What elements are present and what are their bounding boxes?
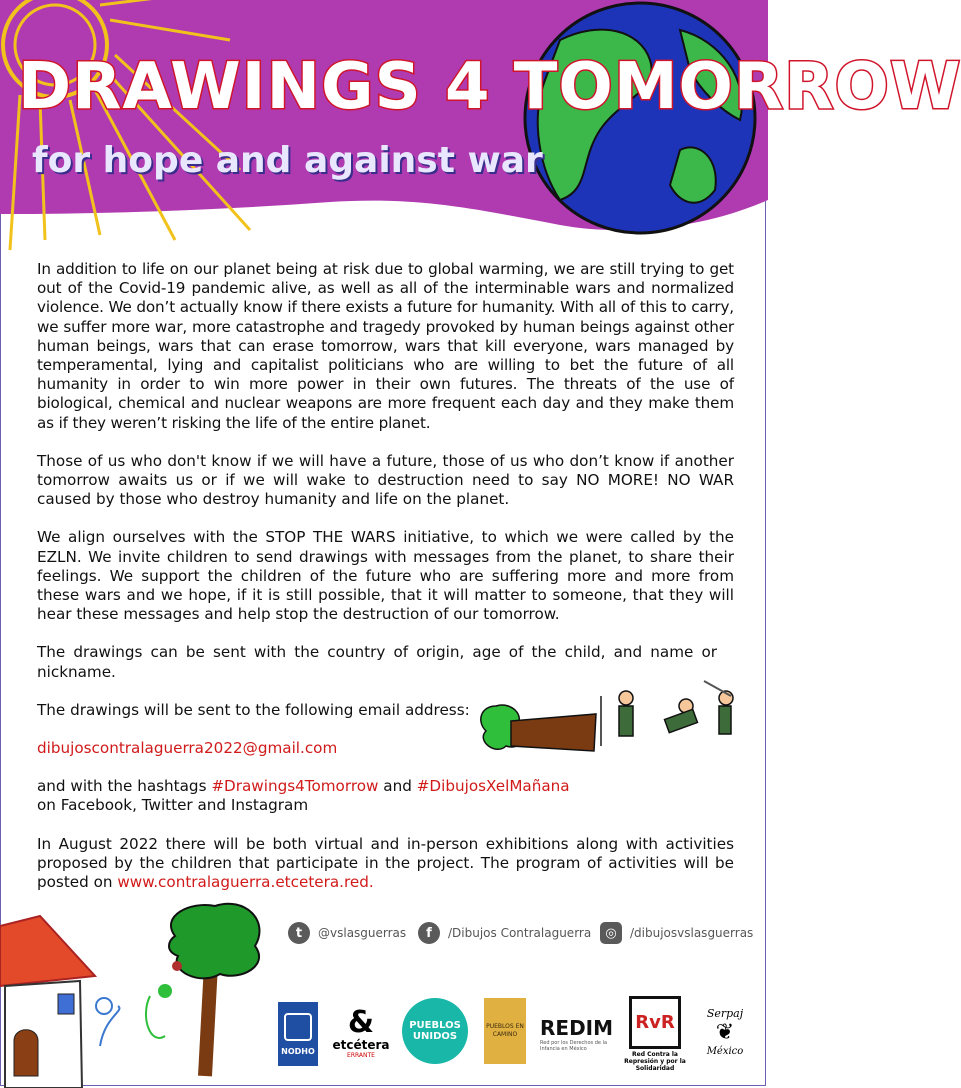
rvr-logo (620, 996, 690, 1072)
hashtag-dibujosxelmanana[interactable]: #DibujosXelMañana (416, 777, 570, 796)
paragraph-intro: In addition to life on our planet being at risk due to global warming, we are still trying to get out of the Covid-19 pandemic alive, as well as all of the interminable wars and normalized violence. We don’t actually know if there exists a future for humanity. With all of this to carry, we suffer more war, more catastrophe and tragedy provoked by human beings against other human beings, wars that can erase tomorrow, wars that kill everyone, wars managed by temperamental, lying and capitalist politicians who are willing to bet the future of all humanity in order to win more power in their own futures. The threats of the use of biological, chemical and nuclear weapons are more frequent each day and they make them as if they weren’t risking the life of the entire planet. (37, 260, 734, 432)
etcetera-sublabel: ERRANTE (347, 1051, 375, 1059)
paragraph-exhibitions (37, 835, 734, 893)
redim-sublabel: Red por los Derechos de la Infancia en México (540, 1040, 608, 1052)
pueblos-en-camino-logo (484, 998, 526, 1064)
pueblos-unidos-logo (402, 998, 468, 1064)
etcetera-label: etcétera (332, 1037, 390, 1052)
facebook-handle[interactable] (418, 922, 591, 944)
facebook-handle-label: /Dibujos Contralaguerra (448, 926, 592, 940)
pueblos-en-camino-label: PUEBLOS EN CAMINO (486, 1023, 524, 1038)
twitter-handle-label: @vslasguerras (318, 926, 407, 940)
paragraph-initiative: We align ourselves with the STOP THE WARS initiative, to which we were called by the EZLN. We invite children to send drawings with messages from the planet, to share their feelings. We support the children of the future who are suffering more and more from these wars and we hope, if it is still possible, that it will matter to someone, that they will hear these messages and help stop the destruction of our tomorrow. (37, 528, 734, 624)
poster-subtitle: for hope and against war (32, 140, 543, 181)
twitter-handle[interactable] (288, 922, 406, 944)
paragraph-email-intro: The drawings will be sent to the following email address: (37, 700, 470, 719)
instagram-handle-label: /dibujosvslasguerras (630, 926, 754, 940)
poster-title: DRAWINGS 4 TOMORROW (18, 50, 961, 124)
paragraph-no-more: Those of us who don't know if we will have a future, those of us who don’t know if another tomorrow awaits us or if we will wake to destruction need to say NO MORE! NO WAR caused by those who destroy humanity and life on the planet. (37, 451, 734, 509)
instagram-icon: ◎ (600, 922, 622, 944)
hashtags-and: and (378, 777, 417, 796)
website-link[interactable]: www.contralaguerra.etcetera.red. (117, 873, 374, 892)
hashtag-drawings4tomorrow[interactable]: #Drawings4Tomorrow (211, 777, 379, 796)
serpaj-sublabel: México (706, 1046, 744, 1057)
exhibitions-text: In August 2022 there will be both virtual and in-person exhibitions along with activities proposed by the children that participate in the project. The program of activities will be posted on (37, 834, 734, 892)
instagram-handle[interactable] (600, 922, 753, 944)
facebook-icon: f (418, 922, 440, 944)
twitter-icon: t (288, 922, 310, 944)
hashtags-prefix: and with the hashtags (37, 777, 212, 796)
email-link[interactable]: dibujoscontralaguerra2022@gmail.com (37, 739, 338, 758)
redim-label: REDIM (540, 1016, 614, 1040)
serpaj-logo (700, 996, 750, 1068)
paragraph-requirements: The drawings can be sent with the country of origin, age of the child, and name or nickname. (37, 643, 717, 681)
children-drawing (476, 676, 736, 766)
ampersand-icon: & (347, 1004, 375, 1040)
nodho-logo (278, 1002, 318, 1066)
redim-logo (540, 1010, 616, 1058)
etcetera-logo (328, 1000, 394, 1066)
pueblos-unidos-label: PUEBLOS UNIDOS (409, 1020, 461, 1042)
house-tree-drawing (0, 896, 280, 1088)
rvr-emblem-icon: RvR (629, 996, 681, 1049)
body-text (37, 260, 734, 911)
platforms-line: on Facebook, Twitter and Instagram (37, 796, 309, 815)
serpaj-label: Serpaj (706, 1007, 744, 1020)
rvr-label: Red Contra la Represión y por la Solidaridad (624, 1051, 686, 1072)
nodho-emblem-icon (284, 1013, 312, 1041)
hashtags-line (37, 777, 734, 796)
nodho-label: NODHO (281, 1046, 315, 1056)
dove-icon: ❦ (715, 1020, 735, 1045)
